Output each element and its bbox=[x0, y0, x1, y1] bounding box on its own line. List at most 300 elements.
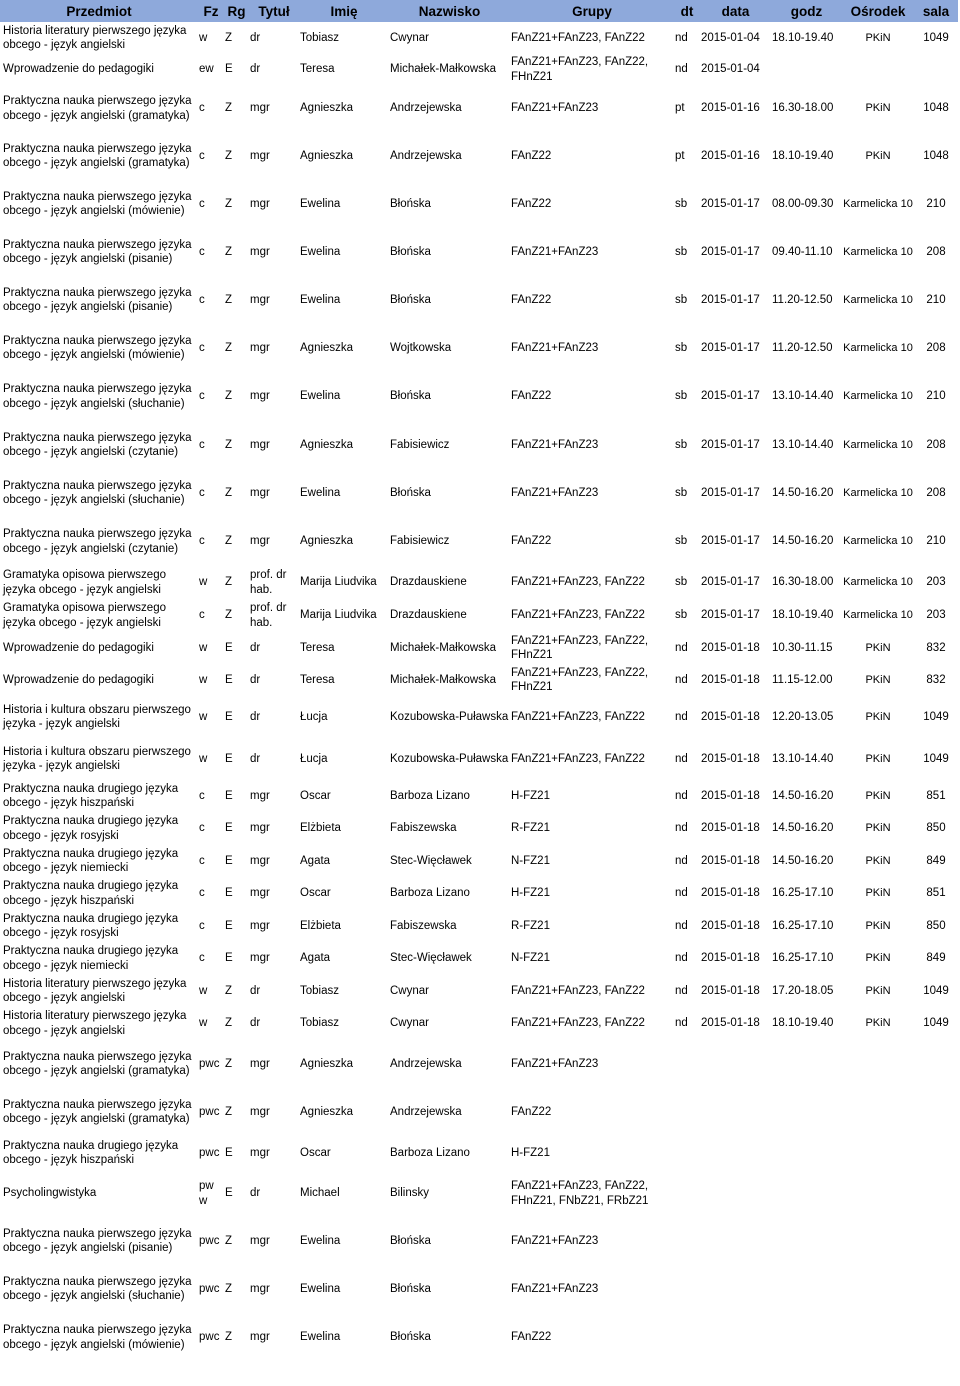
cell-osrodek: Karmelicka 10 bbox=[843, 341, 913, 354]
cell-sala: 851 bbox=[926, 789, 946, 802]
cell-sala: 210 bbox=[926, 293, 946, 306]
cell-dt: sb bbox=[675, 609, 688, 622]
cell-nazwisko: Michałek-Małkowska bbox=[390, 673, 497, 686]
cell-imie: Ewelina bbox=[300, 390, 341, 403]
cell-tytul: prof. dr hab. bbox=[250, 569, 287, 596]
cell-data: 2015-01-04 bbox=[701, 31, 760, 44]
cell-nazwisko: Barboza Lizano bbox=[390, 887, 470, 900]
cell-tytul: prof. dr hab. bbox=[250, 602, 287, 629]
cell-sala: 210 bbox=[926, 197, 946, 210]
cell-grupy: FAnZ21+FAnZ23, FAnZ22 bbox=[511, 752, 645, 765]
cell-sala: 849 bbox=[926, 952, 946, 965]
cell-fz: w bbox=[199, 673, 208, 686]
cell-nazwisko: Bilinsky bbox=[390, 1187, 429, 1200]
cell-nazwisko: Błońska bbox=[390, 1282, 431, 1295]
cell-grupy: FAnZ21+FAnZ23, FAnZ22 bbox=[511, 31, 645, 44]
table-row bbox=[0, 599, 958, 632]
cell-godz: 11.15-12.00 bbox=[772, 673, 833, 686]
table-row bbox=[0, 469, 958, 517]
cell-tytul: mgr bbox=[250, 486, 270, 499]
cell-przedmiot: Wprowadzenie do pedagogiki bbox=[3, 641, 154, 654]
cell-sala: 1049 bbox=[923, 752, 949, 765]
cell-rg: Z bbox=[225, 31, 233, 44]
cell-przedmiot: Praktyczna nauka pierwszego języka obcego - język angielski (pisanie) bbox=[3, 238, 192, 265]
cell-osrodek: PKiN bbox=[865, 984, 891, 997]
cell-rg: Z bbox=[225, 1017, 233, 1030]
cell-dt: pt bbox=[675, 149, 685, 162]
cell-grupy: FAnZ21+FAnZ23, FAnZ22 bbox=[511, 984, 645, 997]
cell-fz: w bbox=[199, 31, 208, 44]
cell-przedmiot: Praktyczna nauka pierwszego języka obcego - język angielski (mówienie) bbox=[3, 334, 192, 361]
cell-przedmiot: Gramatyka opisowa pierwszego języka obcego - język angielski bbox=[3, 602, 166, 629]
cell-nazwisko: Kozubowska-Puławska bbox=[390, 752, 509, 765]
cell-fz: c bbox=[199, 245, 205, 258]
cell-data: 2015-01-18 bbox=[701, 984, 760, 997]
cell-imie: Teresa bbox=[300, 673, 335, 686]
cell-dt: nd bbox=[675, 752, 688, 765]
cell-rg: E bbox=[225, 952, 233, 965]
cell-sala bbox=[914, 1313, 958, 1362]
cell-rg: E bbox=[225, 752, 233, 765]
cell-przedmiot: Historia literatury pierwszego języka obcego - język angielski bbox=[3, 24, 187, 51]
cell-osrodek: PKiN bbox=[865, 31, 891, 44]
header-row bbox=[0, 0, 958, 22]
cell-dt: nd bbox=[675, 887, 688, 900]
cell-przedmiot: Praktyczna nauka pierwszego języka obcego - język angielski (mówienie) bbox=[3, 1324, 192, 1351]
cell-nazwisko: Andrzejewska bbox=[390, 149, 462, 162]
cell-osrodek: Karmelicka 10 bbox=[843, 576, 913, 589]
cell-fz: c bbox=[199, 952, 205, 965]
cell-godz: 14.50-16.20 bbox=[772, 789, 834, 802]
table-row bbox=[0, 132, 958, 180]
cell-osrodek bbox=[842, 54, 914, 85]
cell-sala: 208 bbox=[926, 245, 946, 258]
cell-fz: pwc bbox=[199, 1234, 220, 1247]
col-header-osrodek: Ośrodek bbox=[842, 0, 914, 22]
cell-dt: sb bbox=[675, 535, 688, 548]
cell-imie: Agata bbox=[300, 854, 331, 867]
cell-imie: Łucja bbox=[300, 710, 328, 723]
cell-sala bbox=[914, 1088, 958, 1136]
cell-godz bbox=[771, 1088, 842, 1136]
cell-grupy: FAnZ21+FAnZ23, FAnZ22, FHnZ21 bbox=[511, 634, 649, 661]
cell-tytul: mgr bbox=[250, 245, 270, 258]
cell-przedmiot: Praktyczna nauka pierwszego języka obcego - język angielski (słuchanie) bbox=[3, 479, 192, 506]
cell-osrodek: Karmelicka 10 bbox=[843, 293, 913, 306]
cell-osrodek: PKiN bbox=[865, 710, 891, 723]
cell-dt: sb bbox=[675, 390, 688, 403]
cell-tytul: mgr bbox=[250, 822, 270, 835]
cell-przedmiot: Praktyczna nauka pierwszego języka obcego - język angielski (czytanie) bbox=[3, 431, 192, 458]
cell-imie: Ewelina bbox=[300, 1331, 341, 1344]
cell-dt: sb bbox=[675, 341, 688, 354]
cell-tytul: mgr bbox=[250, 438, 270, 451]
cell-rg: Z bbox=[225, 390, 233, 403]
cell-nazwisko: Cwynar bbox=[390, 1017, 429, 1030]
cell-rg: E bbox=[225, 63, 233, 76]
cell-godz: 18.10-19.40 bbox=[772, 609, 834, 622]
col-header-grupy: Grupy bbox=[510, 0, 674, 22]
cell-tytul: mgr bbox=[250, 952, 270, 965]
table-row bbox=[0, 324, 958, 372]
col-header-tytul: Tytuł bbox=[249, 0, 299, 22]
cell-nazwisko: Błońska bbox=[390, 293, 431, 306]
cell-tytul: mgr bbox=[250, 197, 270, 210]
cell-rg: E bbox=[225, 854, 233, 867]
cell-przedmiot: Historia literatury pierwszego języka obcego - język angielski bbox=[3, 1010, 187, 1037]
cell-imie: Ewelina bbox=[300, 245, 341, 258]
cell-rg: E bbox=[225, 710, 233, 723]
cell-dt bbox=[674, 1217, 700, 1265]
cell-dt bbox=[674, 1136, 700, 1170]
cell-osrodek bbox=[842, 1040, 914, 1088]
cell-fz: pwc bbox=[199, 1105, 220, 1118]
cell-data: 2015-01-18 bbox=[701, 854, 760, 867]
table-row bbox=[0, 975, 958, 1007]
cell-fz: c bbox=[199, 822, 205, 835]
table-row bbox=[0, 517, 958, 566]
cell-osrodek: PKiN bbox=[865, 641, 891, 654]
cell-rg: Z bbox=[225, 576, 233, 589]
cell-imie: Ewelina bbox=[300, 293, 341, 306]
cell-tytul: mgr bbox=[250, 535, 270, 548]
cell-grupy: H-FZ21 bbox=[511, 887, 550, 900]
cell-nazwisko: Błońska bbox=[390, 390, 431, 403]
cell-tytul: dr bbox=[250, 710, 261, 723]
cell-tytul: mgr bbox=[250, 919, 270, 932]
cell-godz: 17.20-18.05 bbox=[772, 984, 834, 997]
cell-sala: 832 bbox=[926, 641, 946, 654]
cell-osrodek: Karmelicka 10 bbox=[843, 438, 913, 451]
cell-dt bbox=[674, 1088, 700, 1136]
cell-nazwisko: Barboza Lizano bbox=[390, 789, 470, 802]
cell-nazwisko: Barboza Lizano bbox=[390, 1146, 470, 1159]
cell-osrodek bbox=[842, 1136, 914, 1170]
cell-osrodek: PKiN bbox=[865, 102, 891, 115]
table-row bbox=[0, 228, 958, 276]
cell-godz: 16.30-18.00 bbox=[772, 102, 834, 115]
cell-dt: pt bbox=[675, 102, 685, 115]
cell-nazwisko: Fabiszewska bbox=[390, 822, 457, 835]
cell-nazwisko: Stec-Więcławek bbox=[390, 952, 472, 965]
cell-sala: 210 bbox=[926, 535, 946, 548]
col-header-przedmiot: Przedmiot bbox=[0, 0, 198, 22]
cell-godz: 12.20-13.05 bbox=[772, 710, 834, 723]
cell-fz: c bbox=[199, 390, 205, 403]
cell-imie: Oscar bbox=[300, 789, 331, 802]
cell-imie: Teresa bbox=[300, 63, 335, 76]
table-row bbox=[0, 738, 958, 780]
cell-imie: Michael bbox=[300, 1187, 340, 1200]
cell-godz: 14.50-16.20 bbox=[772, 535, 834, 548]
cell-osrodek bbox=[842, 1088, 914, 1136]
cell-grupy: FAnZ21+FAnZ23 bbox=[511, 486, 599, 499]
cell-rg: Z bbox=[225, 535, 233, 548]
table-row bbox=[0, 1088, 958, 1136]
cell-rg: E bbox=[225, 641, 233, 654]
cell-sala: 203 bbox=[926, 576, 946, 589]
cell-tytul: mgr bbox=[250, 341, 270, 354]
cell-godz: 16.25-17.10 bbox=[772, 887, 834, 900]
cell-osrodek: PKiN bbox=[865, 822, 891, 835]
cell-sala bbox=[914, 1170, 958, 1217]
cell-nazwisko: Michałek-Małkowska bbox=[390, 63, 497, 76]
cell-dt: sb bbox=[675, 245, 688, 258]
cell-osrodek bbox=[842, 1217, 914, 1265]
cell-rg: Z bbox=[225, 609, 233, 622]
cell-fz: pwc bbox=[199, 1146, 220, 1159]
cell-grupy: FAnZ21+FAnZ23 bbox=[511, 1282, 599, 1295]
cell-osrodek bbox=[842, 1313, 914, 1362]
cell-godz: 11.20-12.50 bbox=[772, 293, 833, 306]
cell-data: 2015-01-17 bbox=[701, 438, 760, 451]
cell-dt: sb bbox=[675, 438, 688, 451]
table-row bbox=[0, 54, 958, 85]
cell-tytul: mgr bbox=[250, 1057, 270, 1070]
cell-grupy: FAnZ21+FAnZ23, FAnZ22, FHnZ21 bbox=[511, 56, 649, 83]
cell-nazwisko: Michałek-Małkowska bbox=[390, 641, 497, 654]
cell-grupy: R-FZ21 bbox=[511, 919, 550, 932]
cell-data bbox=[700, 1313, 771, 1362]
cell-sala: 1048 bbox=[923, 149, 949, 162]
cell-przedmiot: Wprowadzenie do pedagogiki bbox=[3, 673, 154, 686]
cell-przedmiot: Praktyczna nauka drugiego języka obcego - język niemiecki bbox=[3, 847, 179, 874]
cell-sala bbox=[914, 54, 958, 85]
cell-osrodek: PKiN bbox=[865, 919, 891, 932]
col-header-fz: Fz bbox=[198, 0, 224, 22]
cell-fz: c bbox=[199, 486, 205, 499]
cell-grupy: FAnZ21+FAnZ23 bbox=[511, 1057, 599, 1070]
cell-dt: sb bbox=[675, 576, 688, 589]
cell-fz: c bbox=[199, 149, 205, 162]
cell-tytul: dr bbox=[250, 63, 261, 76]
cell-imie: Tobiasz bbox=[300, 31, 339, 44]
cell-przedmiot: Praktyczna nauka pierwszego języka obcego - język angielski (mówienie) bbox=[3, 190, 192, 217]
cell-osrodek: Karmelicka 10 bbox=[843, 245, 913, 258]
table-row bbox=[0, 910, 958, 942]
cell-nazwisko: Błońska bbox=[390, 197, 431, 210]
table-row bbox=[0, 1136, 958, 1170]
cell-grupy: FAnZ22 bbox=[511, 293, 552, 306]
cell-godz: 14.50-16.20 bbox=[772, 822, 834, 835]
cell-sala: 1049 bbox=[923, 984, 949, 997]
cell-godz: 13.10-14.40 bbox=[772, 390, 834, 403]
cell-dt: sb bbox=[675, 293, 688, 306]
cell-nazwisko: Fabisiewicz bbox=[390, 438, 450, 451]
cell-grupy: FAnZ21+FAnZ23, FAnZ22 bbox=[511, 576, 645, 589]
cell-grupy: FAnZ21+FAnZ23, FAnZ22 bbox=[511, 609, 645, 622]
cell-tytul: mgr bbox=[250, 1234, 270, 1247]
cell-godz bbox=[771, 1265, 842, 1313]
cell-dt: nd bbox=[675, 822, 688, 835]
cell-osrodek: Karmelicka 10 bbox=[843, 535, 913, 548]
cell-grupy: N-FZ21 bbox=[511, 952, 550, 965]
cell-imie: Ewelina bbox=[300, 486, 341, 499]
cell-dt bbox=[674, 1170, 700, 1217]
cell-godz: 14.50-16.20 bbox=[772, 486, 834, 499]
cell-osrodek: PKiN bbox=[865, 952, 891, 965]
table-row bbox=[0, 276, 958, 324]
cell-grupy: FAnZ22 bbox=[511, 1105, 552, 1118]
cell-imie: Agnieszka bbox=[300, 102, 354, 115]
cell-grupy: FAnZ21+FAnZ23, FAnZ22 bbox=[511, 710, 645, 723]
cell-data: 2015-01-17 bbox=[701, 245, 760, 258]
cell-sala: 850 bbox=[926, 919, 946, 932]
cell-dt: nd bbox=[675, 641, 688, 654]
cell-rg: Z bbox=[225, 197, 233, 210]
cell-osrodek: Karmelicka 10 bbox=[843, 609, 913, 622]
table-row bbox=[0, 372, 958, 421]
cell-imie: Marija Liudvika bbox=[300, 576, 377, 589]
cell-przedmiot: Praktyczna nauka drugiego języka obcego - język hiszpański bbox=[3, 1139, 179, 1166]
cell-data: 2015-01-17 bbox=[701, 293, 760, 306]
cell-imie: Ewelina bbox=[300, 197, 341, 210]
cell-grupy: R-FZ21 bbox=[511, 822, 550, 835]
cell-przedmiot: Praktyczna nauka pierwszego języka obcego - język angielski (gramatyka) bbox=[3, 1098, 192, 1125]
cell-przedmiot: Historia i kultura obszaru pierwszego języka - język angielski bbox=[3, 703, 191, 730]
cell-fz: c bbox=[199, 438, 205, 451]
cell-fz: w bbox=[199, 984, 208, 997]
cell-fz: pwc bbox=[199, 1282, 220, 1295]
cell-godz: 11.20-12.50 bbox=[772, 341, 833, 354]
cell-dt: nd bbox=[675, 789, 688, 802]
cell-imie: Ewelina bbox=[300, 1234, 341, 1247]
cell-fz: c bbox=[199, 197, 205, 210]
cell-sala: 1049 bbox=[923, 31, 949, 44]
cell-grupy: FAnZ21+FAnZ23 bbox=[511, 245, 599, 258]
cell-tytul: mgr bbox=[250, 293, 270, 306]
cell-przedmiot: Praktyczna nauka drugiego języka obcego - język niemiecki bbox=[3, 945, 179, 972]
cell-godz: 16.25-17.10 bbox=[772, 919, 834, 932]
cell-tytul: mgr bbox=[250, 789, 270, 802]
cell-dt: nd bbox=[675, 952, 688, 965]
cell-przedmiot: Praktyczna nauka drugiego języka obcego - język rosyjski bbox=[3, 815, 179, 842]
cell-imie: Teresa bbox=[300, 641, 335, 654]
cell-godz: 13.10-14.40 bbox=[772, 438, 834, 451]
cell-data: 2015-01-18 bbox=[701, 752, 760, 765]
cell-godz: 18.10-19.40 bbox=[772, 31, 834, 44]
table-row bbox=[0, 1265, 958, 1313]
table-row bbox=[0, 1170, 958, 1217]
cell-imie: Agata bbox=[300, 952, 331, 965]
cell-godz: 18.10-19.40 bbox=[772, 1017, 834, 1030]
cell-rg: Z bbox=[225, 984, 233, 997]
cell-dt: nd bbox=[675, 710, 688, 723]
cell-rg: Z bbox=[225, 438, 233, 451]
cell-fz: pw w bbox=[199, 1180, 214, 1207]
cell-grupy: FAnZ22 bbox=[511, 1331, 552, 1344]
table-row bbox=[0, 180, 958, 228]
cell-przedmiot: Praktyczna nauka pierwszego języka obcego - język angielski (pisanie) bbox=[3, 1227, 192, 1254]
col-header-sala: sala bbox=[914, 0, 958, 22]
cell-godz: 08.00-09.30 bbox=[772, 197, 834, 210]
cell-imie: Marija Liudvika bbox=[300, 609, 377, 622]
table-row bbox=[0, 942, 958, 975]
cell-przedmiot: Praktyczna nauka pierwszego języka obcego - język angielski (gramatyka) bbox=[3, 95, 192, 122]
cell-imie: Łucja bbox=[300, 752, 328, 765]
cell-sala: 203 bbox=[926, 609, 946, 622]
cell-sala: 208 bbox=[926, 341, 946, 354]
cell-nazwisko: Wojtkowska bbox=[390, 341, 452, 354]
table-row bbox=[0, 812, 958, 845]
cell-przedmiot: Praktyczna nauka pierwszego języka obcego - język angielski (gramatyka) bbox=[3, 142, 192, 169]
cell-nazwisko: Fabisiewicz bbox=[390, 535, 450, 548]
cell-nazwisko: Cwynar bbox=[390, 31, 429, 44]
cell-sala: 208 bbox=[926, 486, 946, 499]
cell-sala: 1048 bbox=[923, 102, 949, 115]
cell-dt: nd bbox=[675, 984, 688, 997]
table-row bbox=[0, 664, 958, 696]
cell-rg: Z bbox=[225, 149, 233, 162]
cell-sala: 849 bbox=[926, 854, 946, 867]
table-row bbox=[0, 421, 958, 469]
cell-osrodek: PKiN bbox=[865, 149, 891, 162]
cell-osrodek: Karmelicka 10 bbox=[843, 197, 913, 210]
cell-dt: nd bbox=[675, 1017, 688, 1030]
cell-data bbox=[700, 1040, 771, 1088]
cell-rg: E bbox=[225, 673, 233, 686]
cell-nazwisko: Błońska bbox=[390, 245, 431, 258]
cell-przedmiot: Praktyczna nauka drugiego języka obcego - język hiszpański bbox=[3, 782, 179, 809]
cell-nazwisko: Błońska bbox=[390, 1234, 431, 1247]
cell-data: 2015-01-16 bbox=[701, 149, 760, 162]
cell-imie: Oscar bbox=[300, 1146, 331, 1159]
cell-data: 2015-01-18 bbox=[701, 887, 760, 900]
cell-grupy: FAnZ22 bbox=[511, 149, 552, 162]
cell-przedmiot: Praktyczna nauka pierwszego języka obcego - język angielski (słuchanie) bbox=[3, 1275, 192, 1302]
cell-przedmiot: Praktyczna nauka drugiego języka obcego - język hiszpański bbox=[3, 880, 179, 907]
cell-rg: E bbox=[225, 887, 233, 900]
col-header-imie: Imię bbox=[299, 0, 389, 22]
cell-osrodek: PKiN bbox=[865, 1017, 891, 1030]
cell-przedmiot: Praktyczna nauka pierwszego języka obcego - język angielski (gramatyka) bbox=[3, 1050, 192, 1077]
cell-data: 2015-01-18 bbox=[701, 952, 760, 965]
cell-osrodek: PKiN bbox=[865, 789, 891, 802]
cell-imie: Agnieszka bbox=[300, 535, 354, 548]
cell-godz bbox=[771, 1170, 842, 1217]
cell-data: 2015-01-18 bbox=[701, 822, 760, 835]
cell-grupy: FAnZ22 bbox=[511, 535, 552, 548]
cell-imie: Agnieszka bbox=[300, 1105, 354, 1118]
cell-sala: 851 bbox=[926, 887, 946, 900]
cell-tytul: mgr bbox=[250, 102, 270, 115]
cell-przedmiot: Praktyczna nauka pierwszego języka obcego - język angielski (słuchanie) bbox=[3, 383, 192, 410]
cell-godz: 13.10-14.40 bbox=[772, 752, 834, 765]
table-row bbox=[0, 696, 958, 738]
cell-dt bbox=[674, 1313, 700, 1362]
cell-tytul: dr bbox=[250, 984, 261, 997]
cell-grupy: N-FZ21 bbox=[511, 854, 550, 867]
cell-tytul: dr bbox=[250, 1017, 261, 1030]
cell-dt: nd bbox=[675, 854, 688, 867]
cell-rg: Z bbox=[225, 1331, 233, 1344]
table-row bbox=[0, 845, 958, 877]
cell-data: 2015-01-18 bbox=[701, 1017, 760, 1030]
cell-imie: Elżbieta bbox=[300, 822, 341, 835]
cell-nazwisko: Stec-Więcławek bbox=[390, 854, 472, 867]
cell-osrodek: PKiN bbox=[865, 887, 891, 900]
cell-grupy: FAnZ21+FAnZ23 bbox=[511, 102, 599, 115]
cell-przedmiot: Historia literatury pierwszego języka obcego - język angielski bbox=[3, 977, 187, 1004]
cell-osrodek bbox=[842, 1170, 914, 1217]
cell-tytul: mgr bbox=[250, 887, 270, 900]
cell-godz bbox=[771, 1136, 842, 1170]
cell-osrodek: PKiN bbox=[865, 673, 891, 686]
cell-rg: Z bbox=[225, 1282, 233, 1295]
cell-nazwisko: Kozubowska-Puławska bbox=[390, 710, 509, 723]
cell-przedmiot: Wprowadzenie do pedagogiki bbox=[3, 63, 154, 76]
cell-imie: Ewelina bbox=[300, 1282, 341, 1295]
